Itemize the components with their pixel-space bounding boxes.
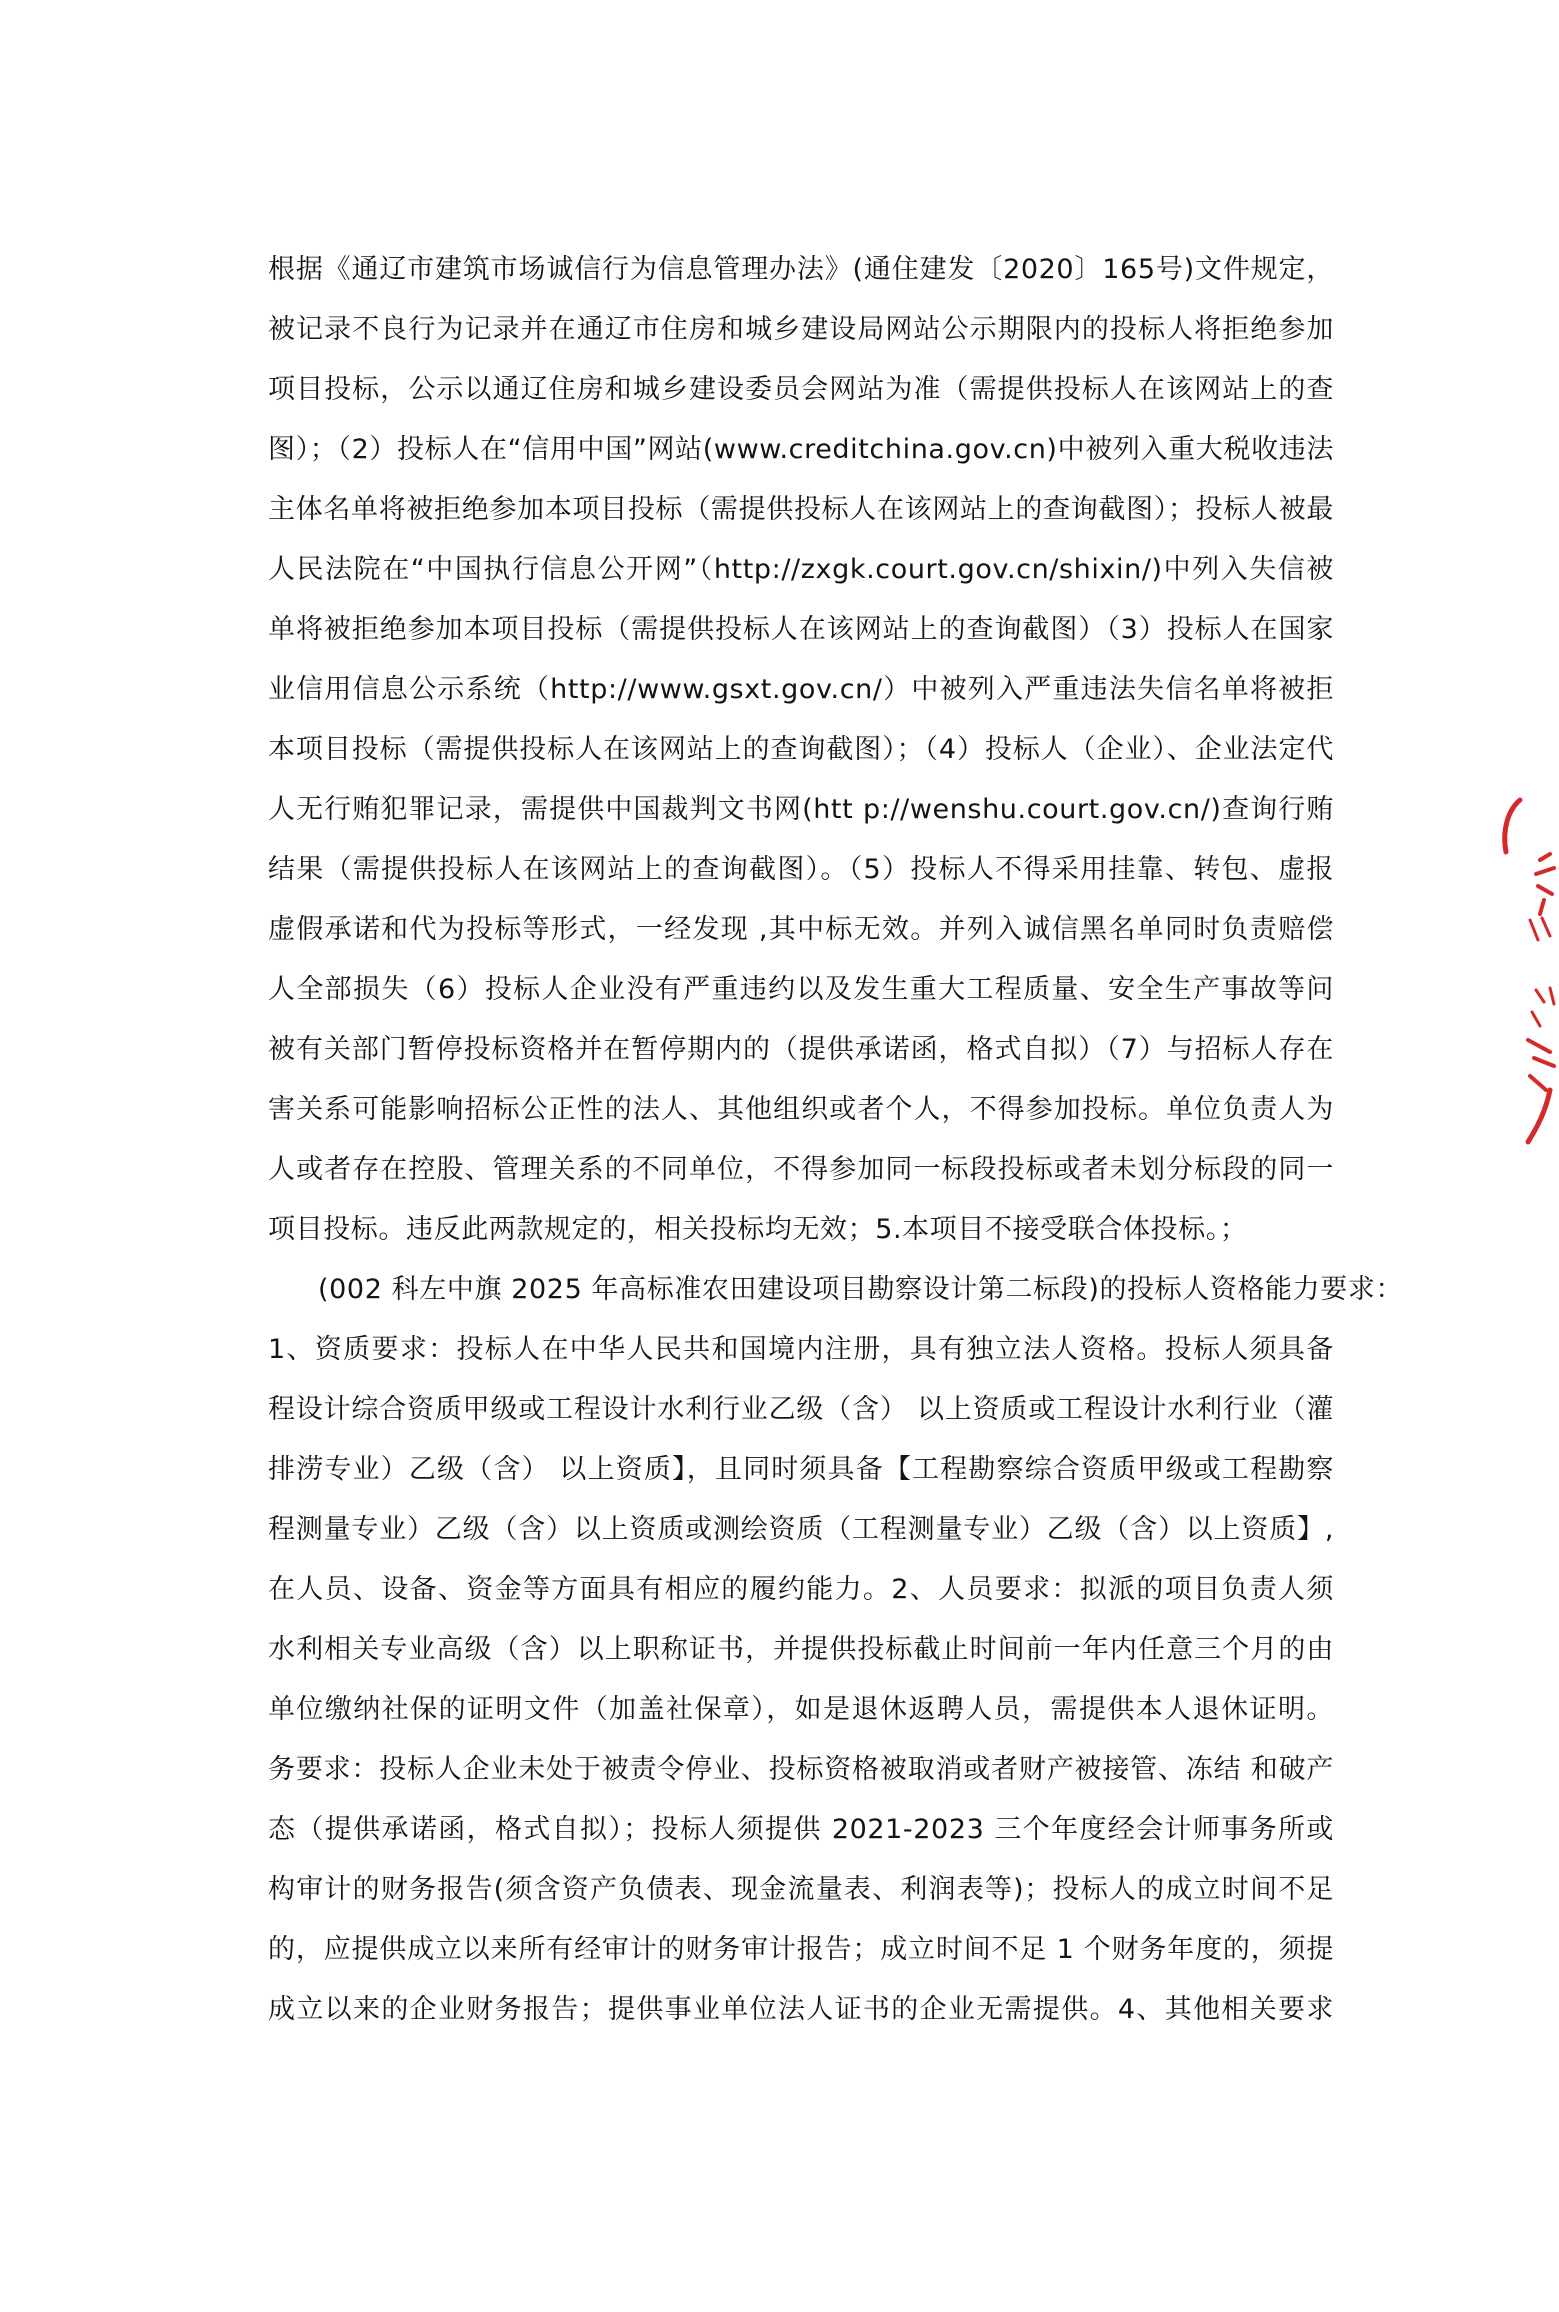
text-line: 成立以来的企业财务报告；提供事业单位法人证书的企业无需提供。4、其他相关要求 (268, 1994, 1334, 2025)
text-line: 1、资质要求：投标人在中华人民共和国境内注册，具有独立法人资格。投标人须具备 (268, 1334, 1334, 1365)
text-line: 程测量专业）乙级（含）以上资质或测绘资质（工程测量专业）乙级（含）以上资质】, (268, 1514, 1334, 1545)
text-line: 单位缴纳社保的证明文件（加盖社保章），如是退休返聘人员，需提供本人退休证明。 (268, 1694, 1334, 1725)
text-line: 人民法院在“中国执行信息公开网”（http://zxgk.court.gov.cn/shixin/)中列入失信被 (268, 554, 1334, 585)
text-line: 单将被拒绝参加本项目投标（需提供投标人在该网站上的查询截图）（3）投标人在国家 (268, 614, 1334, 645)
text-line: 被记录不良行为记录并在通辽市住房和城乡建设局网站公示期限内的投标人将拒绝参加 (268, 314, 1334, 345)
seal-glyph (1536, 854, 1554, 914)
section-heading: (002 科左中旗 2025 年高标准农田建设项目勘察设计第二标段)的投标人资格能力要求： (318, 1274, 1404, 1305)
text-line: 图）；（2）投标人在“信用中国”网站(www.creditchina.gov.cn)中被列入重大税收违法 (268, 434, 1334, 465)
text-line: 结果（需提供投标人在该网站上的查询截图）。（5）投标人不得采用挂靠、转包、虚报 (268, 854, 1334, 885)
text-line: 虚假承诺和代为投标等形式，一经发现 ,其中标无效。并列入诚信黑名单同时负责赔偿 (268, 914, 1334, 945)
seal-fragment-graphic (1480, 790, 1559, 1150)
seal-glyph (1530, 918, 1550, 940)
text-line: 本项目投标（需提供投标人在该网站上的查询截图）；（4）投标人（企业）、企业法定代 (268, 734, 1334, 765)
document-body (268, 240, 1404, 2040)
text-line: 程设计综合资质甲级或工程设计水利行业乙级（含） 以上资质或工程设计水利行业（灌 (268, 1394, 1334, 1425)
text-line: 在人员、设备、资金等方面具有相应的履约能力。2、人员要求：拟派的项目负责人须 (268, 1574, 1334, 1605)
text-line: 被有关部门暂停投标资格并在暂停期内的（提供承诺函，格式自拟）（7）与招标人存在 (268, 1034, 1334, 1065)
text-line: 人或者存在控股、管理关系的不同单位，不得参加同一标段投标或者未划分标段的同一 (268, 1154, 1334, 1185)
seal-strokes (1505, 800, 1554, 1142)
seal-glyph (1532, 988, 1554, 1026)
seal-glyph (1528, 1040, 1554, 1090)
text-line: 业信用信息公示系统（http://www.gsxt.gov.cn/）中被列入严重违法失信名单将被拒 (268, 674, 1334, 705)
seal-arc (1528, 1090, 1550, 1142)
text-line: 根据《通辽市建筑市场诚信行为信息管理办法》(通住建发〔2020〕165号)文件规定， (268, 254, 1334, 285)
text-line: 构审计的财务报告(须含资产负债表、现金流量表、利润表等)；投标人的成立时间不足 (268, 1874, 1334, 1905)
text-line: 主体名单将被拒绝参加本项目投标（需提供投标人在该网站上的查询截图）；投标人被最 (268, 494, 1334, 525)
text-line: 务要求：投标人企业未处于被责令停业、投标资格被取消或者财产被接管、冻结 和破产 (268, 1754, 1334, 1785)
text-line: 害关系可能影响招标公正性的法人、其他组织或者个人，不得参加投标。单位负责人为 (268, 1094, 1334, 1125)
text-line: 项目投标，公示以通辽住房和城乡建设委员会网站为准（需提供投标人在该网站上的查 (268, 374, 1334, 405)
red-seal-stamp (1480, 790, 1559, 1150)
text-line: 态（提供承诺函，格式自拟）；投标人须提供 2021-2023 三个年度经会计师事务所或 (268, 1814, 1334, 1845)
text-line: 项目投标。违反此两款规定的，相关投标均无效；5.本项目不接受联合体投标。； (268, 1214, 1248, 1245)
text-line: 人无行贿犯罪记录，需提供中国裁判文书网(htt p://wenshu.court.gov.cn/)查询行贿 (268, 794, 1334, 825)
text-line: 人全部损失（6）投标人企业没有严重违约以及发生重大工程质量、安全生产事故等问 (268, 974, 1334, 1005)
seal-arc (1505, 800, 1520, 852)
text-line: 水利相关专业高级（含）以上职称证书，并提供投标截止时间前一年内任意三个月的由 (268, 1634, 1334, 1665)
text-line: 的，应提供成立以来所有经审计的财务审计报告；成立时间不足 1 个财务年度的，须提 (268, 1934, 1334, 1965)
text-line: 排涝专业）乙级（含） 以上资质】，且同时须具备【工程勘察综合资质甲级或工程勘察 (268, 1454, 1334, 1485)
